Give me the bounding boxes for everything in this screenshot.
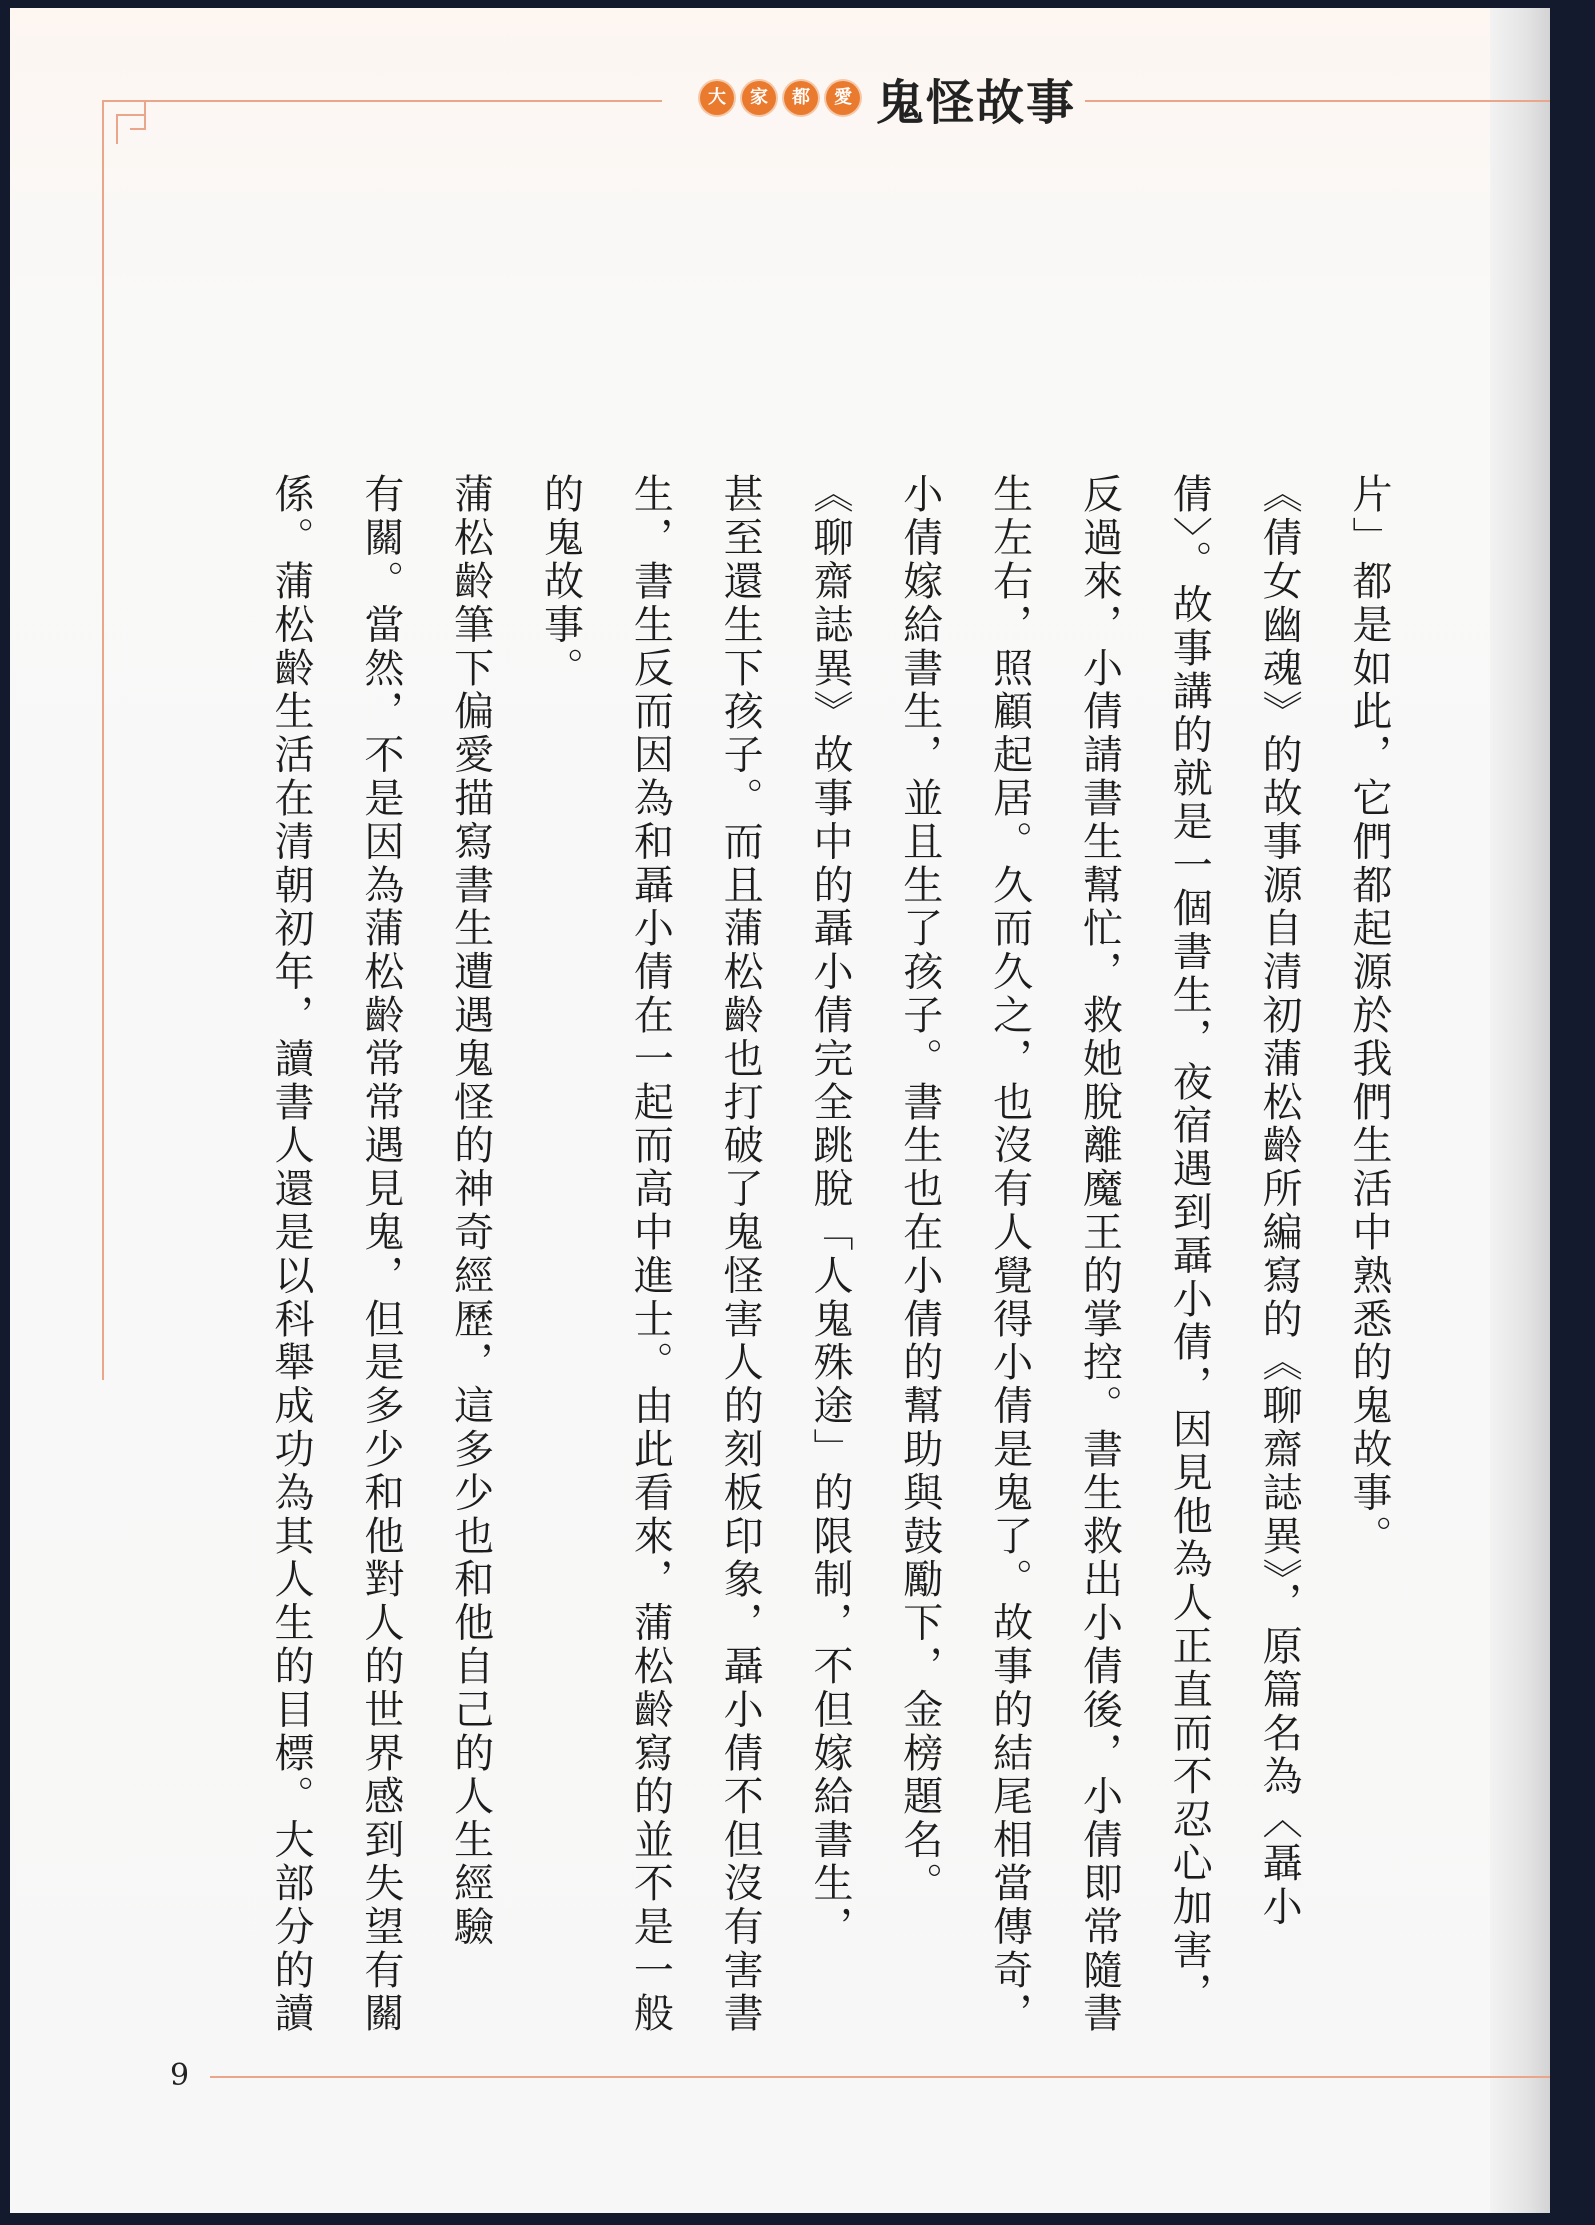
text-column-8: 甚至還生下孩子。而且蒲松齡也打破了鬼怪害人的刻板印象，聶小倩不但沒有害書 bbox=[717, 473, 764, 2036]
text-column-11: 蒲松齡筆下偏愛描寫書生遭遇鬼怪的神奇經歷，這多少也和他自己的人生經驗 bbox=[447, 473, 494, 1949]
header-badge-4: 愛 bbox=[826, 81, 860, 115]
footer-rule bbox=[210, 2076, 1550, 2078]
text-column-2: 《倩女幽魂》的故事源自清初蒲松齡所編寫的《聊齋誌異》，原篇名為〈聶小 bbox=[1256, 473, 1303, 1929]
header-rule-left bbox=[102, 100, 662, 102]
header-badge-3: 都 bbox=[784, 81, 818, 115]
corner-ornament-step-v bbox=[144, 100, 146, 130]
corner-ornament-inner-h bbox=[116, 114, 146, 116]
series-title: 鬼怪故事 bbox=[876, 74, 1077, 131]
text-column-6: 小倩嫁給書生，並且生了孩子。書生也在小倩的幫助與鼓勵下，金榜題名。 bbox=[896, 473, 943, 1906]
text-column-4: 反過來，小倩請書生幫忙，救她脫離魔王的掌控。書生救出小倩後，小倩即常隨書 bbox=[1076, 473, 1123, 2036]
header-rule-right bbox=[1085, 100, 1550, 102]
page-spine-shadow bbox=[1490, 8, 1550, 2213]
text-column-7: 《聊齋誌異》故事中的聶小倩完全跳脫「人鬼殊途」的限制，不但嫁給書生， bbox=[806, 473, 853, 1949]
text-column-1: 片」都是如此，它們都起源於我們生活中熟悉的鬼故事。 bbox=[1345, 473, 1392, 1558]
series-header bbox=[700, 68, 1077, 131]
text-column-5: 生左右，照顧起居。久而久之，也沒有人覺得小倩是鬼了。故事的結尾相當傳奇， bbox=[986, 473, 1033, 2036]
book-page bbox=[10, 8, 1550, 2213]
header-badge-1: 大 bbox=[700, 81, 734, 115]
corner-ornament-inner-v bbox=[116, 114, 118, 144]
text-column-12: 有關。當然，不是因為蒲松齡常常遇見鬼，但是多少和他對人的世界感到失望有關 bbox=[357, 473, 404, 2036]
vertical-body-text bbox=[265, 473, 1395, 2036]
corner-ornament bbox=[102, 100, 104, 1380]
text-column-3: 倩〉。故事講的就是一個書生，夜宿遇到聶小倩，因見他為人正直而不忍心加害， bbox=[1166, 473, 1213, 2016]
text-column-9: 生，書生反而因為和聶小倩在一起而高中進士。由此看來，蒲松齡寫的並不是一般 bbox=[627, 473, 674, 2036]
text-column-10: 的鬼故事。 bbox=[537, 473, 584, 690]
text-column-13: 係。蒲松齡生活在清朝初年，讀書人還是以科舉成功為其人生的目標。大部分的讀 bbox=[268, 473, 314, 2036]
header-badge-2: 家 bbox=[742, 81, 776, 115]
page-number: 9 bbox=[170, 2058, 190, 2093]
